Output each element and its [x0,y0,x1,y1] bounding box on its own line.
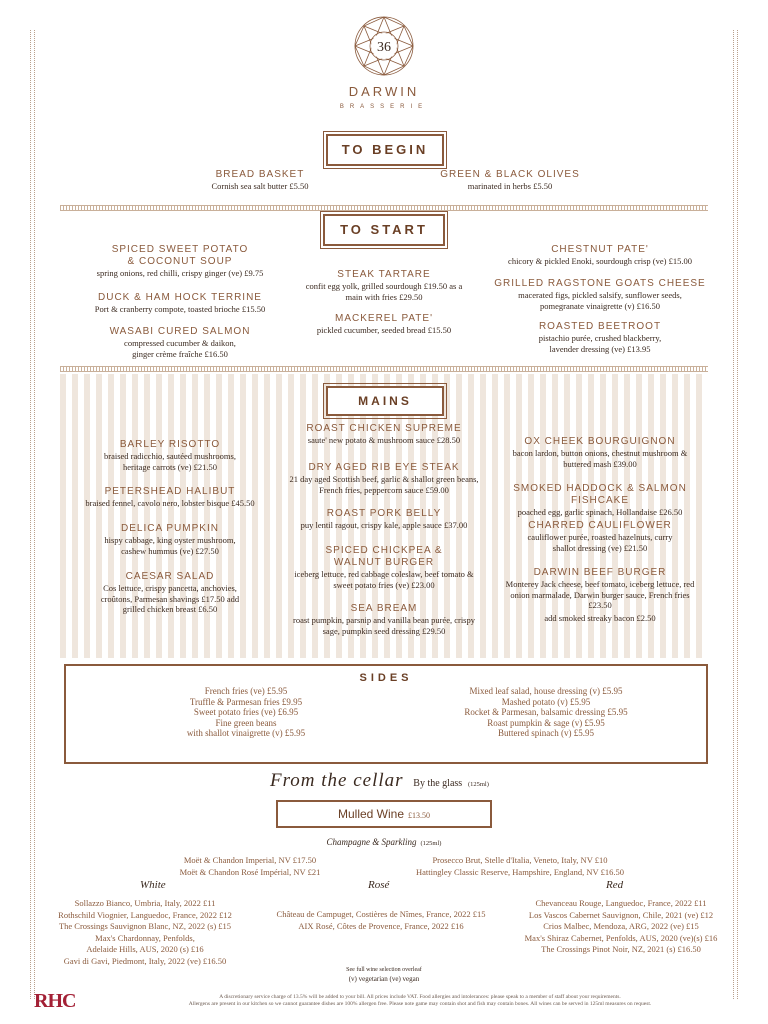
item-name: CHESTNUT PATE' [551,244,649,255]
menu-item-chicken [274,423,494,446]
by-glass-label: By the glass [413,778,463,789]
menu-item-mackerel [284,313,484,336]
wine-item: The Crossings Pinot Noir, NZ, 2021 (s) £16.50 [541,944,701,954]
menu-item-salmon [70,326,290,359]
side-item: Mashed potato (v) £5.95 [501,696,591,707]
wine-item: Château de Campuget, Costières de Nîmes, France, 2022 £15 [276,909,486,919]
item-name: DELICA PUMPKIN [121,523,219,534]
item-desc: pickled cucumber, seeded bread £15.50 [316,325,452,335]
menu-item-chickpea-burger [274,545,494,590]
menu-item-ox-cheek [490,436,710,469]
item-desc: 21 day aged Scottish beef, garlic & shallot green beans, French fries, peppercorn sauce £59.00 [289,474,479,495]
wine-item: Sollazzo Bianco, Umbria, Italy, 2022 £11 [74,898,216,908]
menu-item-beetroot [490,321,710,354]
wine-item: Hattingley Classic Reserve, Hampshire, England, NV £16.50 [415,866,625,877]
item-desc: confit egg yolk, grilled sourdough £19.50 as a main with fries £29.50 [305,281,463,302]
menu-item-sea-bream [274,603,494,636]
item-desc: iceberg lettuce, red cabbage coleslaw, beef tomato & sweet potato fries (ve) £23.00 [294,569,474,590]
item-desc: saute' new potato & mushroom sauce £28.50 [307,435,461,445]
side-item: with shallot vinaigrette (v) £5.95 [186,728,306,739]
wine-item: Crios Malbec, Mendoza, ARG, 2022 (ve) £15 [543,921,699,931]
item-desc: spring onions, red chilli, crispy ginger (ve) £9.75 [96,268,264,278]
sides-box [64,664,708,764]
side-item: French fries (ve) £5.95 [204,686,288,696]
menu-item-steak-tartare [284,269,484,302]
menu-item-olives [410,169,610,192]
mulled-wine-price: £13.50 [408,811,431,820]
menu-item-goats-cheese [490,278,710,311]
side-item: Roast pumpkin & sage (v) £5.95 [487,717,605,728]
menu-item-rib-eye [274,462,494,495]
see-full-note: See full wine selection overleaf [346,967,422,973]
item-desc: puy lentil ragout, crispy kale, apple sauce £37.00 [300,520,468,530]
rhc-logo: RHC [34,990,76,1012]
menu-item-cauliflower [490,520,710,553]
cellar-heading: From the cellar [270,770,404,791]
white-wine-list [40,898,250,967]
side-item: Rocket & Parmesan, balsamic dressing £5.95 [464,707,628,718]
item-desc: compressed cucumber & daikon, ginger crème fraîche £16.50 [124,338,236,359]
item-name: GRILLED RAGSTONE GOATS CHEESE [494,278,706,289]
menu-item-fishcake [490,483,710,518]
item-name: BARLEY RISOTTO [119,439,221,450]
champagne-size: (125ml) [420,840,442,847]
left-border [30,30,35,999]
item-desc: Monterey Jack cheese, beef tomato, iceberg lettuce, red onion marmalade, Darwin burger sauce, French fries £23.50 [505,579,695,610]
item-desc: macerated figs, pickled salsify, sunflower seeds, pomegranate vinaigrette (v) £16.50 [518,290,682,311]
menu-item-pork-belly [274,508,494,531]
side-item: Fine green beans [215,717,277,728]
champagne-right-list [390,855,650,878]
wine-item: Prosecco Brut, Stelle d'Italia, Veneto, Italy, NV £10 [432,855,608,865]
item-name: DUCK & HAM HOCK TERRINE [98,292,262,303]
item-desc: braised fennel, cavolo nero, lobster bisque £45.50 [85,498,255,508]
wine-item: Moët & Chandon Rosé Impérial, NV £21 [179,866,321,877]
white-heading: White [140,879,166,891]
section-title-mains: MAINS [326,386,444,416]
wine-item: The Crossings Sauvignon Blanc, NZ, 2022 (s) £15 [58,921,232,931]
item-desc: chicory & pickled Enoki, sourdough crisp (ve) £15.00 [508,256,692,266]
menu-item-caesar [70,571,270,615]
item-desc: roast pumpkin, parsnip and vanilla bean purée, crispy sage, pumpkin seed dressing £29.50 [293,615,475,636]
item-desc: Cos lettuce, crispy pancetta, anchovies, croûtons, Parmesan shavings £17.50 add grilled chicken breast £6.50 [100,583,240,614]
glass-size: (125ml) [467,781,489,788]
item-desc: pistachio purée, crushed blackberry, lavender dressing (ve) £13.95 [538,333,662,354]
right-border [733,30,738,999]
item-name: SPICED CHICKPEA & WALNUT BURGER [325,545,443,568]
item-name: STEAK TARTARE [337,269,431,280]
mulled-wine-box [276,800,492,828]
brand-number: 36 [377,40,391,55]
item-name: MACKEREL PATE' [335,313,433,324]
item-desc: bacon lardon, button onions, chestnut mushroom & buttered mash £39.00 [512,448,688,469]
rose-heading: Rosé [368,879,390,891]
wine-item: Chevanceau Rouge, Languedoc, France, 2022 £11 [535,898,707,908]
item-desc: cauliflower purée, roasted hazelnuts, curry shallot dressing (ve) £21.50 [527,532,673,553]
side-item: Truffle & Parmesan fries £9.95 [189,696,303,707]
menu-item-bacon-addon [490,613,710,624]
item-name: GREEN & BLACK OLIVES [440,169,580,180]
item-name: PETERSHEAD HALIBUT [104,486,236,497]
item-name: SEA BREAM [350,603,418,614]
menu-item-risotto [70,439,270,472]
wine-item: Los Vascos Cabernet Sauvignon, Chile, 2021 (ve) £12 [528,909,714,920]
menu-item-soup [70,244,290,279]
sides-right-list [416,686,676,739]
mulled-wine-label: Mulled Wine [337,807,405,821]
item-desc: marinated in herbs £5.50 [467,181,553,191]
red-heading: Red [606,879,624,891]
side-item: Buttered spinach (v) £5.95 [498,728,594,739]
champagne-heading-text: Champagne & Sparkling [326,837,417,847]
footer-line-2: Allergens are present in our kitchen so we cannot guarantee dishes are 100% allergen free. Please note game may contain shot and fish may contain bones. All wines can be served in 125ml measures on request. [188,1001,652,1007]
section-title-sides: SIDES [359,672,413,684]
footer-line-1: A discretionary service charge of 13.5% will be added to your bill. All prices include VAT. Food allergies and intolerances: please speak to a member of staff about your requirements. [219,994,621,1000]
brand-logo-icon [352,14,416,78]
wine-item: AIX Rosé, Côtes de Provence, France, 2022 £16 [298,920,464,931]
item-desc: braised radicchio, sautéed mushrooms, heritage carrots (ve) £21.50 [104,451,236,472]
item-desc: add smoked streaky bacon £2.50 [544,613,656,623]
section-divider [60,366,708,372]
item-name: ROAST PORK BELLY [326,508,442,519]
section-title-to-start: TO START [323,214,445,246]
side-item: Sweet potato fries (ve) £6.95 [193,707,299,718]
brand-subtitle: BRASSERIE [339,104,429,110]
item-name: OX CHEEK BOURGUIGNON [524,436,676,447]
wine-item: Max's Chardonnay, Penfolds, [95,932,195,943]
menu-item-pumpkin [70,523,270,556]
rose-wine-list [256,909,506,932]
item-name: CAESAR SALAD [125,571,215,582]
item-desc: poached egg, garlic spinach, Hollandaise £26.50 [517,507,683,517]
item-desc: hispy cabbage, king oyster mushroom, cashew hummus (ve) £27.50 [104,535,236,556]
wine-item: Adelaide Hills, AUS, 2020 (s) £16 [86,944,204,954]
item-name: DRY AGED RIB EYE STEAK [308,462,460,473]
menu-item-chestnut-pate [490,244,710,267]
sides-left-list [126,686,366,739]
wine-item: Max's Shiraz Cabernet, Penfolds, AUS, 2020 (ve)(s) £16 [524,932,718,943]
menu-item-bread-basket [160,169,360,192]
section-title-to-begin: TO BEGIN [326,134,444,166]
diet-legend: (v) vegetarian (ve) vegan [348,975,420,983]
item-name: BREAD BASKET [215,169,305,180]
brand-name: DARWIN [348,84,420,99]
menu-item-halibut [70,486,270,509]
menu-item-beef-burger [490,567,710,611]
champagne-heading [0,832,768,850]
item-desc: Port & cranberry compote, toasted brioche £15.50 [94,304,266,314]
champagne-left-list [150,855,350,878]
item-desc: Cornish sea salt butter £5.50 [211,181,309,191]
red-wine-list [506,898,736,956]
section-divider [60,205,708,211]
item-name: WASABI CURED SALMON [109,326,251,337]
wine-item: Gavi di Gavi, Piedmont, Italy, 2022 (ve) £16.50 [63,955,227,966]
item-name: SPICED SWEET POTATO & COCONUT SOUP [111,244,249,267]
footer-notes [120,994,720,1008]
item-name: CHARRED CAULIFLOWER [528,520,672,531]
item-name: ROASTED BEETROOT [538,321,662,332]
item-name: ROAST CHICKEN SUPREME [306,423,462,434]
wine-item: Rothschild Viognier, Languedoc, France, 2022 £12 [58,909,232,920]
menu-item-terrine [70,292,290,315]
side-item: Mixed leaf salad, house dressing (v) £5.95 [469,686,623,696]
cellar-title [270,770,489,792]
wine-item: Moët & Chandon Imperial, NV £17.50 [183,855,317,865]
item-name: DARWIN BEEF BURGER [533,567,667,578]
item-name: SMOKED HADDOCK & SALMON FISHCAKE [513,483,687,506]
